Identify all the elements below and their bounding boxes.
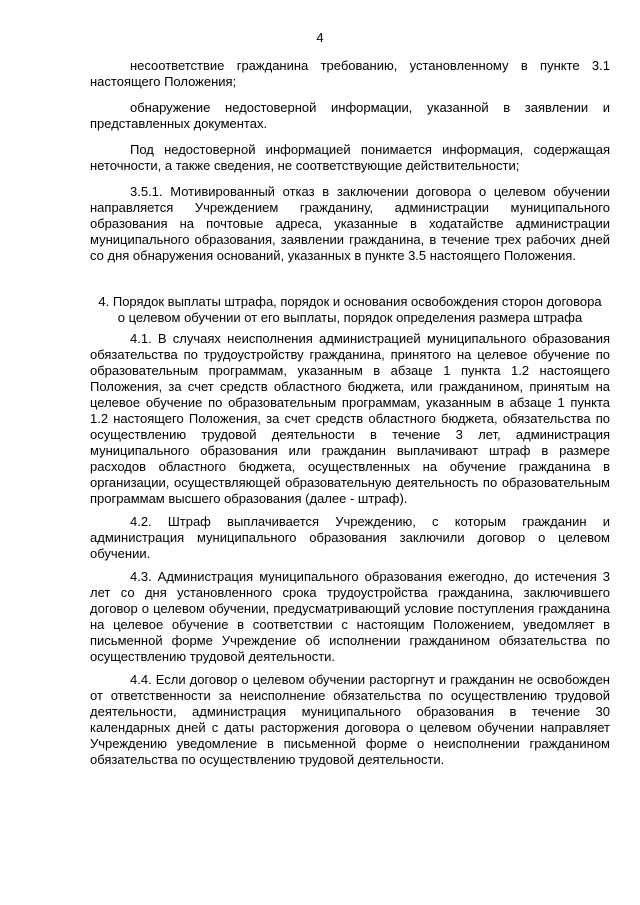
paragraph-4-2: 4.2. Штраф выплачивается Учреждению, с которым гражданин и администрация муниципального образования заключили договор о целевом обучении. xyxy=(90,514,610,561)
page-number: 4 xyxy=(316,30,324,45)
paragraph-4-1: 4.1. В случаях неисполнения администрацией муниципального образования обязательства по трудоустройству гражданина, принятого на целевое обучение по образовательным программам, указанным в абзаце 1 пункта 1.2 настоящего Положения, за счет средств областного бюджета, или гражданином, принятым на целевое обучение по образовательным программам, указанным в абзаце 1 пункта 1.2 настоящего Положения, за счет средств областного бюджета, обязательства по осуществлению трудовой деятельности в течение 3 лет, администрация муниципального образования или гражданин выплачивают штраф в размере расходов областного бюджета, осуществленных на обучение гражданина в организации, осуществляющей образовательную деятельность по образовательным программам высшего образования (далее - штраф). xyxy=(90,331,610,506)
paragraph-4-4: 4.4. Если договор о целевом обучении расторгнут и гражданин не освобожден от ответственности за неисполнение обязательства по осуществлению трудовой деятельности, администрация муниципального образования в течение 30 календарных дней с даты расторжения договора о целевом обучении направляет Учреждению уведомление в письменной форме о неисполнении гражданином обязательства по осуществлению трудовой деятельности. xyxy=(90,672,610,767)
paragraph-4-3: 4.3. Администрация муниципального образования ежегодно, до истечения 3 лет со дня установленного срока трудоустройства гражданина, заключившего договор о целевом обучении, предусматривающий условие поступления гражданина на целевое обучение в соответствии с настоящим Положением, уведомляет в письменной форме Учреждение об исполнении гражданином обязательства по осуществлению трудовой деятельности. xyxy=(90,569,610,664)
paragraph-false-info: обнаружение недостоверной информации, указанной в заявлении и представленных документах. xyxy=(90,100,610,131)
section-4-title: 4. Порядок выплаты штрафа, порядок и основания освобождения сторон договора о целевом обучении от его выплаты, порядок определения размера штрафа xyxy=(98,294,602,325)
document-body xyxy=(90,58,610,768)
paragraph-false-info-definition: Под недостоверной информацией понимается информация, содержащая неточности, а также сведения, не соответствующие действительности; xyxy=(90,142,610,173)
paragraph-criterion-3-1: несоответствие гражданина требованию, установленному в пункте 3.1 настоящего Положения; xyxy=(90,58,610,89)
paragraph-3-5-1: 3.5.1. Мотивированный отказ в заключении договора о целевом обучении направляется Учреждением гражданину, администрации муниципального образования на почтовые адреса, указанные в ходатайстве администрации муниципального образования, заявлении гражданина, в течение трех рабочих дней со дня обнаружения оснований, указанных в пункте 3.5 настоящего Положения. xyxy=(90,184,610,263)
